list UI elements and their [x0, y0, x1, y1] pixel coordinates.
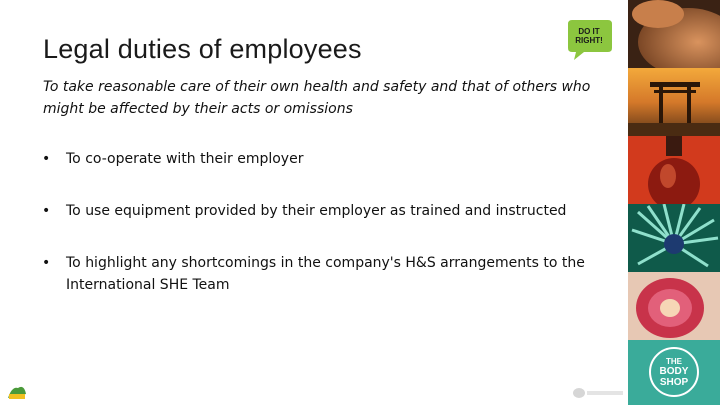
- slide-title: Legal duties of employees: [43, 34, 362, 64]
- subtitle: To take reasonable care of their own health and safety and that of others who might be affected by their acts or omissions: [43, 79, 591, 117]
- watermark-logo-icon: [572, 386, 626, 400]
- image-strip: [628, 0, 720, 405]
- red-bottle-photo: [628, 136, 720, 204]
- woman-shoulder-photo: [628, 0, 720, 68]
- bullet-text: To co-operate with their employer: [66, 151, 304, 167]
- bullet-item: [40, 252, 600, 296]
- fig-photo: [628, 272, 720, 340]
- body-shop-logo: [628, 340, 720, 405]
- bullet-item: [40, 200, 600, 222]
- bullet-icon: •: [42, 151, 51, 167]
- badge-label: DO IT RIGHT!: [575, 27, 603, 45]
- green-flower-photo: [628, 204, 720, 272]
- bullet-text: To highlight any shortcomings in the company's H&S arrangements to the International SHE Team: [66, 255, 585, 293]
- corner-logo-icon: [6, 382, 28, 400]
- svg-text:THE: THE: [666, 357, 682, 366]
- bullet-icon: •: [42, 255, 51, 271]
- svg-text:SHOP: SHOP: [659, 377, 689, 388]
- bullet-item: [40, 148, 600, 170]
- do-it-right-badge: [566, 18, 612, 62]
- svg-text:BODY: BODY: [659, 366, 689, 377]
- torii-gate-sunset-photo: [628, 68, 720, 136]
- bullet-text: To use equipment provided by their employer as trained and instructed: [66, 203, 567, 219]
- bullet-list: [40, 148, 600, 296]
- bullet-icon: •: [42, 203, 51, 219]
